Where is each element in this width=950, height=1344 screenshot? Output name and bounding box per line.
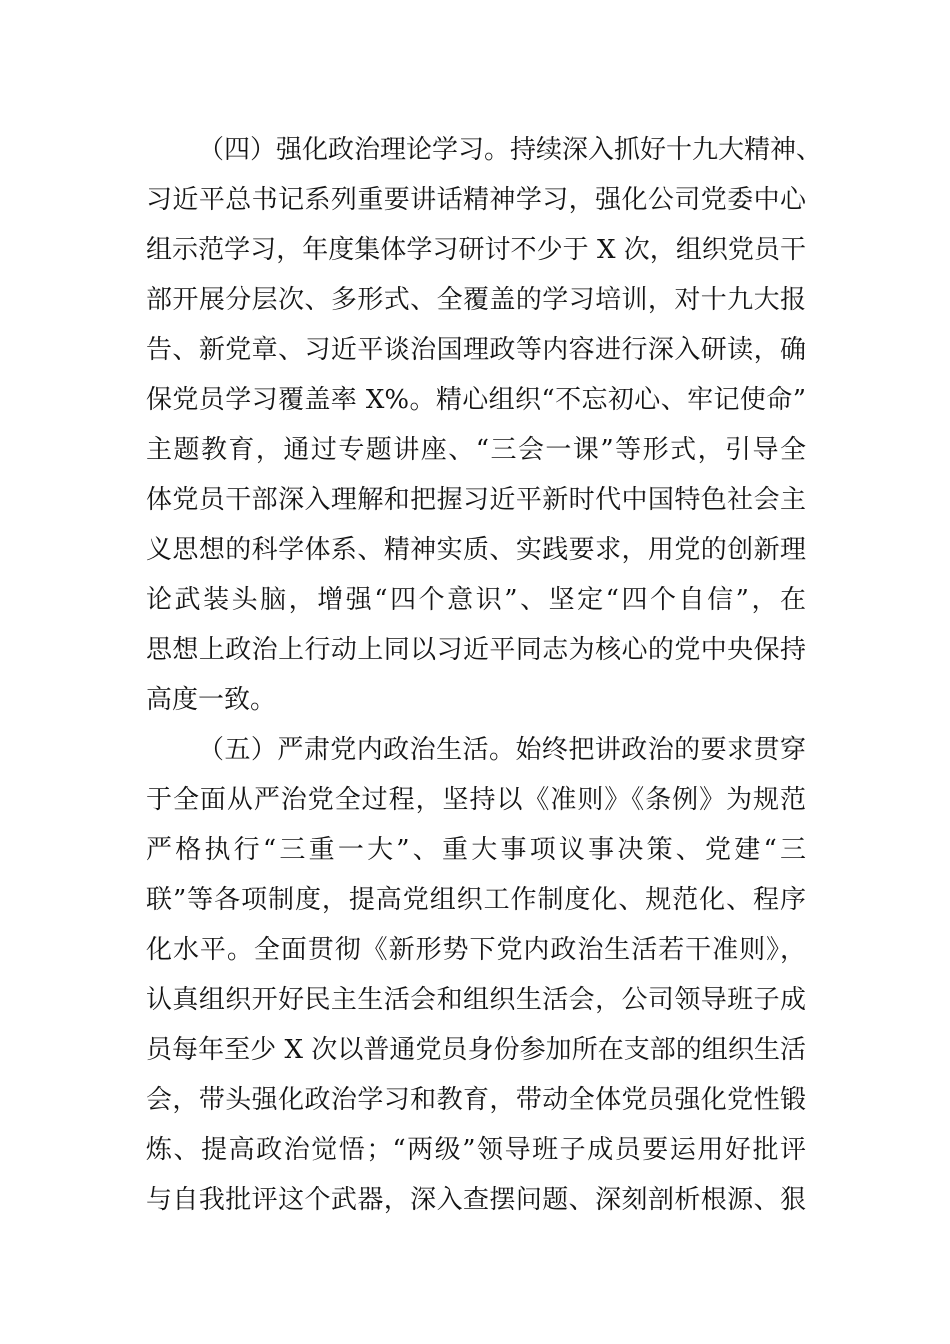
paragraph-4-line-6: 保党员学习覆盖率 X%。精心组织“不忘初心、牢记使命” — [146, 385, 806, 415]
paragraph-5-line-9: 炼、提高政治觉悟；“两级”领导班子成员要运用好批评 — [146, 1135, 806, 1165]
paragraph-5-line-8: 会，带头强化政治学习和教育，带动全体党员强化党性锻 — [146, 1085, 806, 1115]
paragraph-4-line-9: 义思想的科学体系、精神实质、实践要求，用党的创新理 — [146, 535, 806, 565]
paragraph-5-line-7: 员每年至少 X 次以普通党员身份参加所在支部的组织生活 — [146, 1035, 806, 1065]
paragraph-4-line-3: 组示范学习，年度集体学习研讨不少于 X 次，组织党员干 — [146, 235, 806, 265]
paragraph-5-line-6: 认真组织开好民主生活会和组织生活会，公司领导班子成 — [146, 985, 806, 1015]
paragraph-5-line-1: （五）严肃党内政治生活。始终把讲政治的要求贯穿 — [198, 735, 806, 765]
paragraph-4-line-10: 论武装头脑，增强“四个意识”、坚定“四个自信”，在 — [146, 585, 806, 615]
paragraph-4-line-2: 习近平总书记系列重要讲话精神学习，强化公司党委中心 — [146, 185, 806, 215]
paragraph-5-line-4: 联”等各项制度，提高党组织工作制度化、规范化、程序 — [146, 885, 806, 915]
paragraph-5-line-2: 于全面从严治党全过程，坚持以《准则》《条例》为规范 — [146, 785, 806, 815]
paragraph-4-line-7: 主题教育，通过专题讲座、“三会一课”等形式，引导全 — [146, 435, 806, 465]
paragraph-5-line-3: 严格执行“三重一大”、重大事项议事决策、党建“三 — [146, 835, 806, 865]
paragraph-5-line-10: 与自我批评这个武器，深入查摆问题、深刻剖析根源、狠 — [146, 1185, 806, 1215]
paragraph-4-line-11: 思想上政治上行动上同以习近平同志为核心的党中央保持 — [146, 635, 806, 665]
paragraph-4-line-8: 体党员干部深入理解和把握习近平新时代中国特色社会主 — [146, 485, 806, 515]
paragraph-4-line-12: 高度一致。 — [146, 685, 277, 715]
paragraph-4-line-5: 告、新党章、习近平谈治国理政等内容进行深入研读，确 — [146, 335, 806, 365]
paragraph-5-line-5: 化水平。全面贯彻《新形势下党内政治生活若干准则》， — [146, 935, 806, 965]
paragraph-4-line-4: 部开展分层次、多形式、全覆盖的学习培训，对十九大报 — [146, 285, 806, 315]
paragraph-4-line-1: （四）强化政治理论学习。持续深入抓好十九大精神、 — [198, 135, 823, 165]
